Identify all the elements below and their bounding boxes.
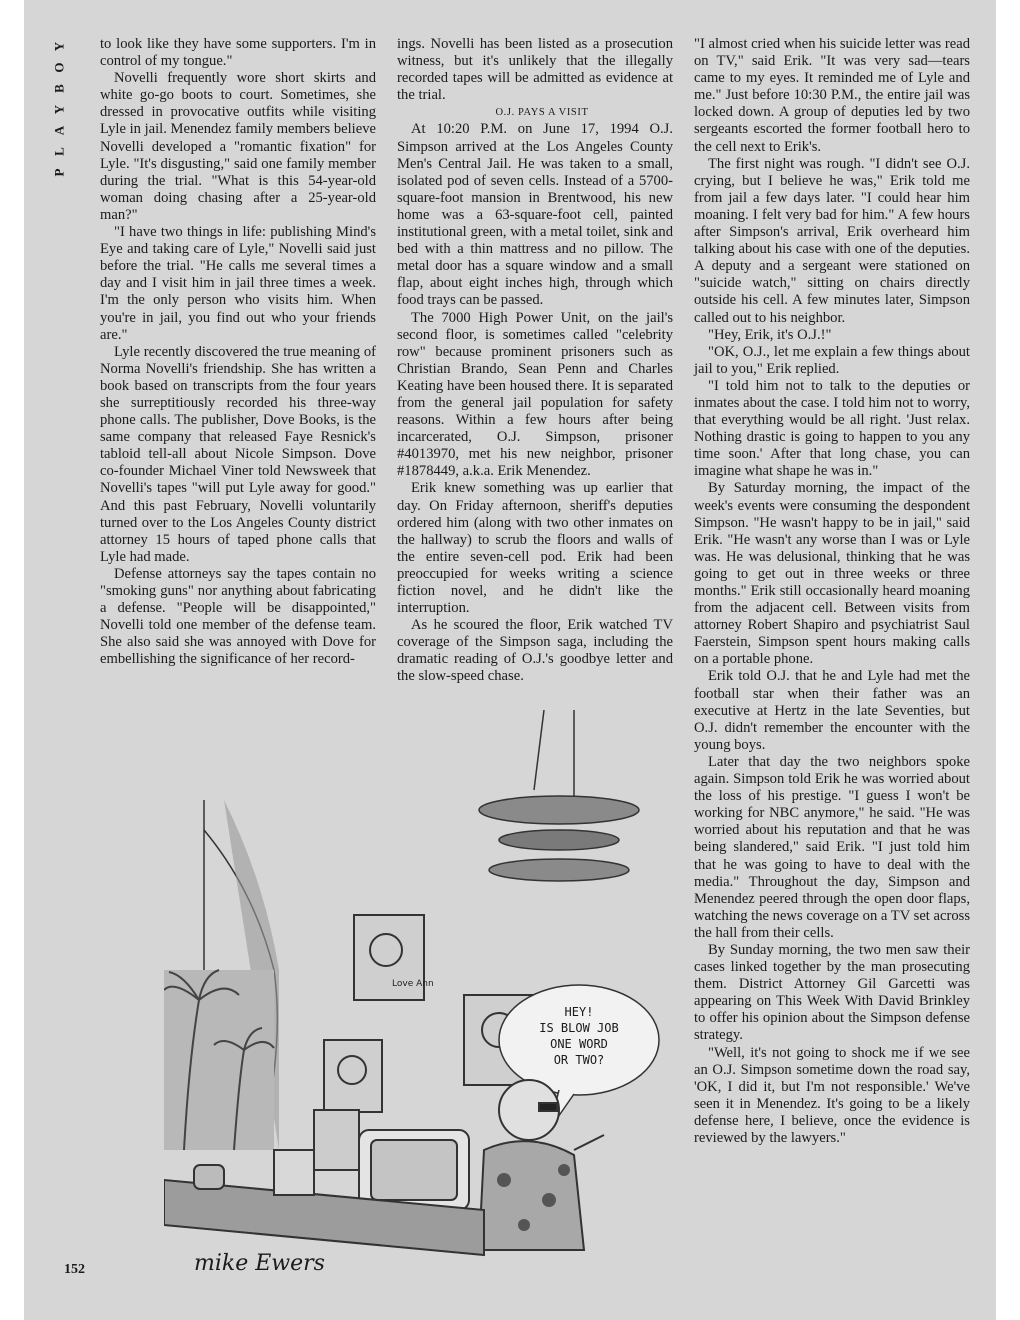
balloon-line: IS BLOW JOB <box>539 1021 619 1035</box>
running-head-letter: O <box>51 62 67 73</box>
running-head-letter: B <box>51 84 67 93</box>
paragraph: "Hey, Erik, it's O.J.!" <box>708 326 832 343</box>
paragraph: "Well, it's not going to shock me if we see an O.J. Simpson sometime down the road say, 'OK, I did it, but I'm not responsible.' We've seen it in Menendez. It's going to be a likely defense here, I believe, once the evidence is reviewed by the lawyers." <box>694 1044 970 1146</box>
paragraph: Erik told O.J. that he and Lyle had met the football star when their father was an executive at Hertz in the late Seventies, but O.J. didn't remember the encounter with the young boys. <box>694 668 970 753</box>
window <box>164 800 279 1150</box>
man-figure <box>479 1080 604 1250</box>
paragraph: Erik knew something was up earlier that day. On Friday afternoon, sheriff's deputies ordered him (along with two other inmates on the hallway) to scrub the floors and walls of the entire seven-cell pod. Erik had been preoccupied for weeks writing a science fiction novel, and he didn't like the interruption. <box>397 480 673 617</box>
running-head-letter: Y <box>51 41 67 52</box>
running-head-letter: L <box>51 147 67 156</box>
page-number: 152 <box>64 1262 85 1277</box>
balloon-line: OR TWO? <box>553 1053 605 1067</box>
running-head <box>52 36 66 183</box>
running-head-letter: P <box>51 168 67 177</box>
paragraph: The 7000 High Power Unit, on the jail's second floor, is sometimes called "celebrity row" because prominent prisoners such as Christian Brando, Sean Penn and Charles Keating have been housed there. It is separated from the general jail population for safety reasons. Within a few hours after being incarcerated, O.J. Simpson, prisoner #4013970, met his new neighbor, prisoner #1878449, a.k.a. Erik Menendez. <box>397 309 673 480</box>
cartoonist-signature: mike Ewers <box>194 1251 325 1276</box>
balloon-line: ONE WORD <box>550 1037 608 1051</box>
paragraph: Lyle recently discovered the true meaning of Norma Novelli's friendship. She has written a book based on transcripts from the four years she surreptitiously recorded his three-way phone calls. The publisher, Dove Books, is the same company that released Faye Resnick's tabloid tell-all about Nicole Simpson. Dove co-founder Michael Viner told Newsweek that Novelli's tapes "will put Lyle away for good." And this past February, Novelli voluntarily turned over to the Los Angeles County district attorney 15 hours of taped phone calls that Lyle had made. <box>100 343 376 565</box>
cartoon-illustration <box>164 710 684 1280</box>
text-column-2 <box>397 36 673 686</box>
hanging-lamp <box>479 710 639 881</box>
running-head-letter: A <box>51 125 67 136</box>
paragraph: Later that day the two neighbors spoke again. Simpson told Erik he was worried about the loss of his prestige. "I guess I won't be working for NBC anymore," he said. "He was worried about his reputation and that he was being slandered," said Erik. "I just told him that he was going to have to deal with the media." Throughout the day, Simpson and Menendez peered through the open door flaps, watching the news coverage on a TV set across the hall from their cells. <box>694 753 970 941</box>
section-heading: O.J. PAYS A VISIT <box>495 107 589 119</box>
wall-portrait-caption: Love Ann <box>392 979 434 989</box>
paragraph: The first night was rough. "I didn't see O.J. crying, but I believe he was," Erik told me from jail a few days later. "I could hear him moaning. I felt very bad for him." A few hours after Simpson's arrival, Erik overheard him talking about his case with one of the deputies. A deputy and a sergeant were stationed on "suicide watch," sitting on chairs directly outside his cell. A few minutes later, Simpson called out to his neighbor. <box>694 155 970 326</box>
paragraph: "I told him not to talk to the deputies or inmates about the case. I told him not to worry, that everything would be all right. 'Just relax. Nothing drastic is going to happen to you any time soon.' After that long chase, you can imagine what shape he was in." <box>694 377 970 480</box>
paragraph: ings. Novelli has been listed as a prosecution witness, but it's unlikely that the illegally recorded tapes will be admitted as evidence at the trial. <box>397 36 673 104</box>
paragraph: "OK, O.J., let me explain a few things about jail to you," Erik replied. <box>694 343 970 377</box>
text-column-1 <box>100 36 376 668</box>
wall-portraits <box>324 915 536 1112</box>
magazine-page <box>24 0 996 1320</box>
balloon-line: HEY! <box>564 1005 594 1019</box>
paragraph: to look like they have some supporters. I'm in control of my tongue." <box>100 36 376 70</box>
paragraph: By Saturday morning, the impact of the week's events were consuming the despondent Simpson. "He wasn't happy to be in jail," said Erik. "He wasn't any worse than I was or Lyle was. He was delusional, thinking that he was going to get out in three weeks or three months." Erik still occasionally heard moaning from the adjacent cell. Between visits from attorney Robert Shapiro and psychiatrist Saul Faerstein, Simpson spent hours making calls on a portable phone. <box>694 480 970 668</box>
text-column-3 <box>694 36 970 1147</box>
paragraph: Defense attorneys say the tapes contain no "smoking guns" nor anything about fabricating a defense. "People will be disappointed," Novelli told one member of the defense team. She also said she was annoyed with Dove for embellishing the significance of her record- <box>100 565 376 668</box>
paragraph: At 10:20 P.M. on June 17, 1994 O.J. Simpson arrived at the Los Angeles County Men's Central Jail. He was taken to a small, isolated pod of seven cells. Instead of a 5700-square-foot mansion in Brentwood, his new home was a 63-square-foot cell, painted institutional green, with a metal toilet, sink and bed with a thin mattress and no pillow. The metal door has a square window and a small flap, about eight inches high, through which food trays can be passed. <box>397 121 673 309</box>
paragraph: "I have two things in life: publishing Mind's Eye and taking care of Lyle," Novelli said just before the trial. "He calls me several times a day and I visit him in jail three times a week. I'm the only person who visits him. When you're in jail, you find out who your friends are." <box>100 224 376 343</box>
paragraph: "I almost cried when his suicide letter was read on TV," said Erik. "It was very sad—tears came to my eyes. It reminded me of Lyle and me." Just before 10:30 P.M., the entire jail was locked down. A group of deputies led by two sergeants escorted the former football hero to the cell next to Erik's. <box>694 36 970 155</box>
paragraph: By Sunday morning, the two men saw their cases linked together by the man prosecuting them. District Attorney Gil Garcetti was appearing on This Week With David Brinkley to offer his opinion about the Simpson defense strategy. <box>694 941 970 1044</box>
running-head-letter: Y <box>51 104 67 115</box>
paragraph: Novelli frequently wore short skirts and white go-go boots to court. Sometimes, she dressed in provocative outfits while visiting Lyle in jail. Menendez family members believe Novelli developed a "romantic fixation" for Lyle. "It's disgusting," said one family member during the trial. "What is this 54-year-old woman doing chasing after a 25-year-old man?" <box>100 70 376 223</box>
paragraph: As he scoured the floor, Erik watched TV coverage of the Simpson saga, including the dramatic reading of O.J.'s goodbye letter and the slow-speed chase. <box>397 617 673 685</box>
